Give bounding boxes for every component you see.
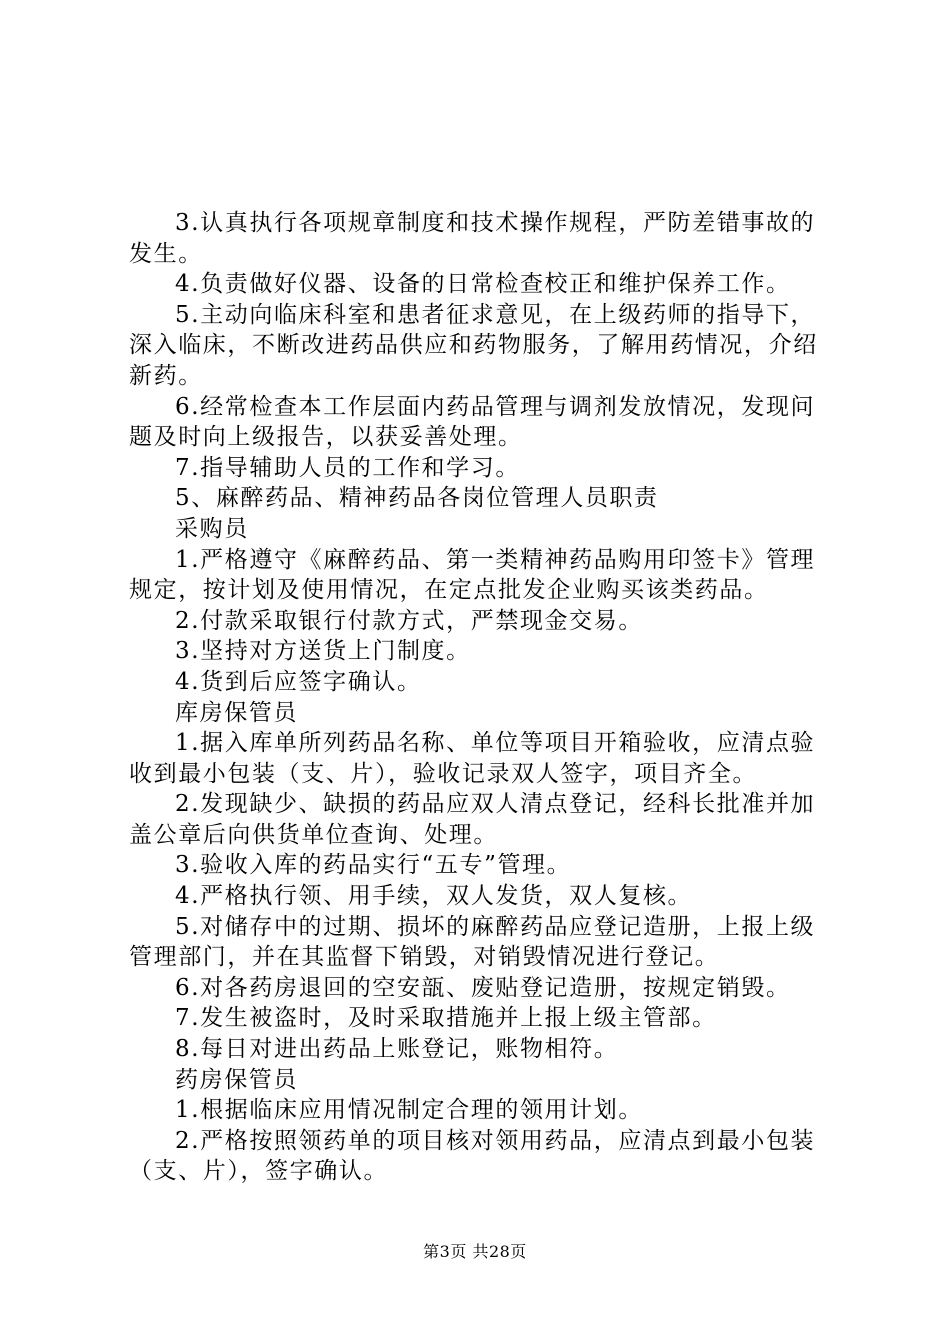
- role-heading: 采购员: [175, 515, 249, 542]
- paragraph: 1.严格遵守《麻醉药品、第一类精神药品购用印签卡》管理规定，按计划及使用情况，在定点批发企业购买该类药品。: [129, 546, 816, 604]
- paragraph: 1.据入库单所列药品名称、单位等项目开箱验收，应清点验收到最小包装（支、片），验收记录双人签字，项目齐全。: [129, 730, 816, 787]
- paragraph: 3.坚持对方送货上门制度。: [175, 638, 471, 665]
- paragraph: 2.付款采取银行付款方式，严禁现金交易。: [175, 607, 643, 634]
- paragraph: 2.发现缺少、缺损的药品应双人清点登记，经科长批准并加盖公章后向供货单位查询、处理。: [129, 791, 816, 848]
- paragraph: 4.货到后应签字确认。: [175, 668, 422, 695]
- document-body: [129, 208, 834, 1187]
- page-number-footer: 第3页 共28页: [423, 1242, 527, 1261]
- role-heading: 药房保管员: [175, 1066, 298, 1093]
- paragraph: 4.严格执行领、用手续，双人发货，双人复核。: [175, 883, 693, 910]
- paragraph: 3.认真执行各项规章制度和技术操作规程，严防差错事故的发生。: [129, 210, 816, 267]
- paragraph: 6.经常检查本工作层面内药品管理与调剂发放情况，发现问题及时向上级报告，以获妥善处理。: [129, 393, 816, 451]
- paragraph: 8.每日对进出药品上账登记，账物相符。: [175, 1036, 619, 1063]
- paragraph: 3.验收入库的药品实行“五专”管理。: [175, 852, 572, 879]
- paragraph: 1.根据临床应用情况制定合理的领用计划。: [175, 1097, 643, 1124]
- paragraph: 7.指导辅助人员的工作和学习。: [175, 454, 520, 481]
- section-heading: 5、麻醉药品、精神药品各岗位管理人员职责: [175, 485, 659, 512]
- paragraph: 4.负责做好仪器、设备的日常检查校正和维护保养工作。: [175, 271, 791, 298]
- paragraph: 6.对各药房退回的空安瓿、废贴登记造册，按规定销毁。: [175, 974, 791, 1001]
- role-heading: 库房保管员: [175, 699, 298, 726]
- paragraph: 5.对储存中的过期、损坏的麻醉药品应登记造册，上报上级管理部门，并在其监督下销毁，对销毁情况进行登记。: [129, 913, 816, 971]
- paragraph: 2.严格按照领药单的项目核对领用药品，应清点到最小包装（支、片），签字确认。: [129, 1127, 816, 1185]
- paragraph: 7.发生被盗时，及时采取措施并上报上级主管部。: [175, 1005, 717, 1032]
- paragraph: 5.主动向临床科室和患者征求意见，在上级药师的指导下，深入临床，不断改进药品供应和药物服务，了解用药情况，介绍新药。: [129, 301, 818, 389]
